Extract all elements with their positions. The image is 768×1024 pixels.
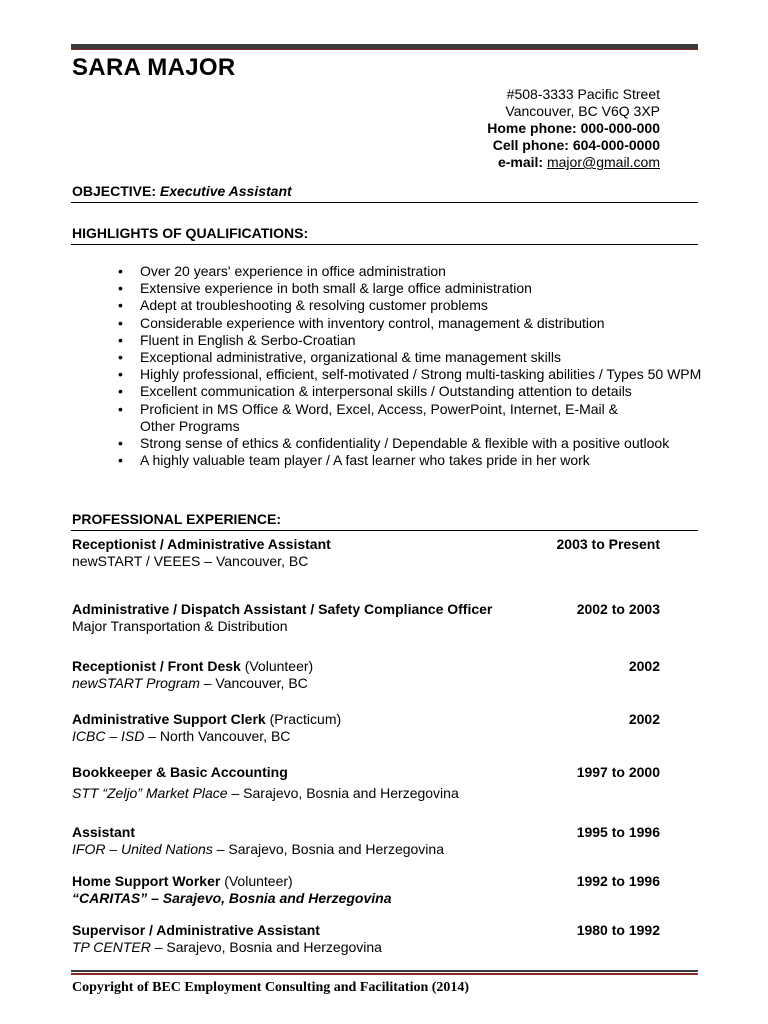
list-item: • Highly professional, efficient, self-motivated / Strong multi-tasking abilities / Types 50 WPM: [118, 366, 708, 383]
email-line: [487, 154, 660, 171]
copyright-footer: Copyright of BEC Employment Consulting and Facilitation (2014): [72, 980, 470, 995]
list-item: • A highly valuable team player / A fast learner who takes pride in her work: [118, 452, 708, 469]
job-entry: [72, 658, 660, 692]
job-note: (Volunteer): [220, 873, 293, 889]
org-italic: TP CENTER: [72, 939, 151, 955]
job-organization: [72, 553, 660, 570]
job-date: 2002 to 2003: [576, 601, 660, 617]
job-date: 1995 to 1996: [576, 824, 660, 840]
email-link[interactable]: major@gmail.com: [546, 154, 660, 170]
list-item: • Strong sense of ethics & confidentiality / Dependable & flexible with a positive outlook: [118, 435, 708, 452]
job-entry: [72, 824, 660, 858]
job-entry: [72, 764, 660, 802]
list-item: • Exceptional administrative, organizational & time management skills: [118, 349, 708, 366]
job-organization: [72, 785, 660, 802]
job-organization: [72, 890, 660, 907]
list-item: • Fluent in English & Serbo-Croatian: [118, 332, 708, 349]
job-title: Administrative Support Clerk: [72, 711, 266, 727]
org-rest: Major Transportation & Distribution: [72, 618, 288, 634]
job-title: Home Support Worker: [72, 873, 221, 889]
bottom-rule-accent: [71, 973, 698, 975]
list-item: • Excellent communication & interpersonal skills / Outstanding attention to details: [118, 383, 708, 400]
job-date: 1980 to 1992: [576, 922, 660, 938]
org-rest: newSTART / VEEES – Vancouver, BC: [72, 553, 309, 569]
job-note: (Practicum): [265, 711, 342, 727]
org-rest: – Sarajevo, Bosnia and Herzegovina: [150, 939, 382, 955]
job-organization: [72, 841, 660, 858]
job-date: 1992 to 1996: [576, 873, 660, 889]
experience-divider: [71, 530, 698, 531]
job-organization: [72, 728, 660, 745]
objective: [72, 183, 292, 199]
job-organization: [72, 618, 660, 635]
job-entry: [72, 922, 660, 956]
job-date: 1997 to 2000: [576, 764, 660, 780]
list-item: • Considerable experience with inventory control, management & distribution: [118, 315, 708, 332]
cell-phone: Cell phone: 604-000-0000: [492, 137, 660, 153]
job-title: Receptionist / Administrative Assistant: [72, 536, 331, 552]
experience-heading: PROFESSIONAL EXPERIENCE:: [72, 511, 282, 527]
bottom-rule: [71, 970, 698, 972]
list-item: • Adept at troubleshooting & resolving customer problems: [118, 297, 708, 314]
address-line-2: Vancouver, BC V6Q 3XP: [505, 103, 660, 119]
org-bold: “CARITAS” – Sarajevo, Bosnia and Herzegovina: [72, 890, 392, 906]
org-italic: ICBC – ISD: [72, 728, 145, 744]
job-title: Receptionist / Front Desk: [72, 658, 241, 674]
org-rest: – Vancouver, BC: [199, 675, 308, 691]
job-entry: [72, 873, 660, 907]
qualifications-divider: [71, 244, 698, 245]
org-italic: STT “Zeljo” Market Place: [72, 785, 228, 801]
contact-block: [487, 86, 660, 171]
objective-value: Executive Assistant: [159, 183, 292, 199]
job-note: (Volunteer): [240, 658, 314, 674]
job-organization: [72, 675, 660, 692]
job-date: 2003 to Present: [556, 536, 660, 552]
home-phone: Home phone: 000-000-000: [487, 120, 660, 136]
qualifications-heading: HIGHLIGHTS OF QUALIFICATIONS:: [72, 225, 309, 241]
objective-label: OBJECTIVE:: [72, 183, 160, 199]
job-entry: [72, 601, 660, 635]
top-rule-accent: [71, 49, 698, 50]
org-rest: – North Vancouver, BC: [144, 728, 291, 744]
org-rest: – Sarajevo, Bosnia and Herzegovina: [227, 785, 459, 801]
org-italic: IFOR – United Nations: [72, 841, 213, 857]
org-rest: – Sarajevo, Bosnia and Herzegovina: [212, 841, 444, 857]
job-date: 2002: [628, 658, 660, 674]
job-entry: [72, 711, 660, 745]
candidate-name: SARA MAJOR: [72, 54, 236, 81]
objective-divider: [71, 202, 698, 203]
job-date: 2002: [628, 711, 660, 727]
email-label: e-mail:: [497, 154, 547, 170]
job-title: Bookkeeper & Basic Accounting: [72, 764, 288, 780]
job-organization: [72, 939, 660, 956]
job-title: Supervisor / Administrative Assistant: [72, 922, 320, 938]
list-item: • Over 20 years' experience in office administration: [118, 263, 708, 280]
job-title: Assistant: [72, 824, 136, 840]
qualifications-list: [118, 263, 708, 469]
list-item: • Proficient in MS Office & Word, Excel, Access, PowerPoint, Internet, E-Mail & Other Programs: [118, 401, 650, 435]
job-entry: [72, 536, 660, 570]
org-italic: newSTART Program: [72, 675, 200, 691]
address-line-1: #508-3333 Pacific Street: [506, 86, 660, 102]
list-item: • Extensive experience in both small & large office administration: [118, 280, 708, 297]
job-title: Administrative / Dispatch Assistant / Safety Compliance Officer: [72, 601, 493, 617]
